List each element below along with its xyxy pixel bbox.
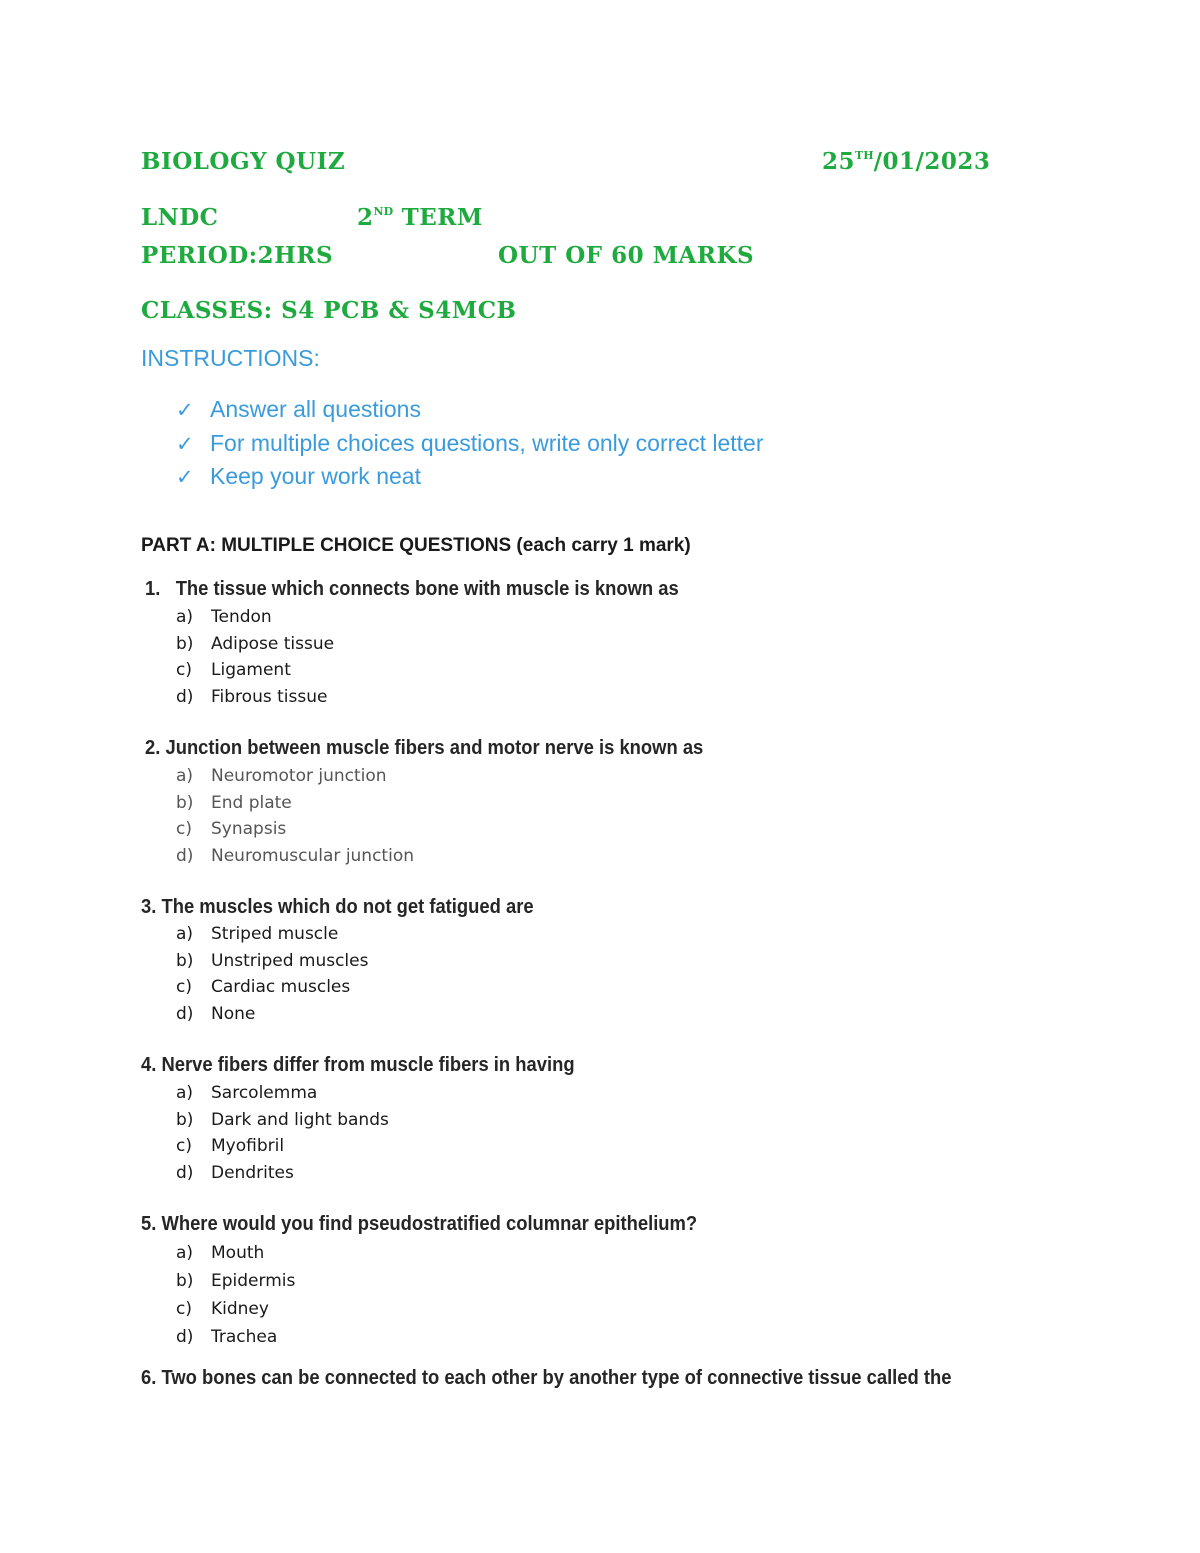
instruction-text: Keep your work neat [210,463,421,489]
option-item [176,1239,295,1267]
option-text: Dark and light bands [211,1109,389,1130]
option-item [176,604,334,631]
option-text: None [211,1003,256,1024]
option-item [176,1080,389,1107]
option-letter: c) [176,1136,192,1156]
question-text: Where would you find pseudostratified columnar epithelium? [161,1213,698,1235]
option-letter: a) [176,1083,194,1103]
option-text: Epidermis [211,1271,296,1291]
question-1 [145,578,679,601]
option-item [176,948,368,975]
option-item [176,974,368,1001]
question-2-options [176,763,414,869]
option-text: Cardiac muscles [211,977,351,997]
option-text: Synapsis [211,819,287,839]
option-item [176,1107,389,1134]
question-number: 3. [141,896,157,918]
option-letter: b) [176,950,194,971]
question-number: 5. [141,1213,157,1235]
option-item [176,631,334,658]
option-text: Trachea [211,1327,278,1347]
question-number: 1. [145,578,161,600]
option-item [176,1133,389,1160]
school-name: LNDC [141,204,219,231]
option-letter: d) [176,1003,194,1024]
instructions-list [176,394,764,495]
option-text: Neuromotor junction [211,766,387,786]
option-text: Adipose tissue [211,633,335,654]
question-3 [141,896,534,919]
question-text: Junction between muscle fibers and motor nerve is known as [165,737,704,759]
question-number: 6. [141,1367,157,1389]
option-text: Fibrous tissue [211,686,328,707]
part-a-heading: PART A: MULTIPLE CHOICE QUESTIONS (each carry 1 mark) [141,535,691,556]
option-text: Mouth [211,1243,265,1263]
question-text: Nerve fibers differ from muscle fibers in having [161,1054,575,1076]
instruction-text: For multiple choices questions, write only correct letter [210,429,764,456]
instruction-text: Answer all questions [210,396,421,422]
option-letter: a) [176,607,194,627]
option-text: Dendrites [211,1162,294,1183]
term-text: TERM [393,204,483,231]
option-text: Neuromuscular junction [211,845,414,866]
option-text: Tendon [211,607,272,627]
instruction-item [176,394,764,428]
option-item [176,843,414,870]
question-text: Two bones can be connected to each other by another type of connective tissue called the [161,1367,952,1389]
option-text: Striped muscle [211,924,339,944]
quiz-title: BIOLOGY QUIZ [141,148,346,175]
question-2 [145,737,703,760]
checkmark-icon: ✓ [176,431,194,456]
option-item [176,1295,295,1323]
option-letter: d) [176,1162,194,1183]
option-letter: b) [176,792,194,813]
date-day: 25 [822,148,856,175]
term-label [357,204,483,231]
option-item [176,1267,295,1295]
option-letter: b) [176,633,194,654]
instruction-item [176,461,764,495]
date-month-year: /01/2023 [873,148,991,175]
option-item [176,1001,368,1028]
total-marks-label: OUT OF 60 MARKS [498,242,755,269]
question-text: The muscles which do not get fatigued are [161,896,534,918]
option-item [176,684,334,711]
date-suffix: TH [855,149,874,162]
option-letter: a) [176,924,194,944]
option-item [176,921,368,948]
question-5 [141,1213,697,1236]
option-text: Myofibril [211,1136,285,1156]
option-letter: c) [176,977,192,997]
term-suffix: ND [373,205,394,218]
option-text: Ligament [211,660,291,680]
question-number: 2. [145,737,161,759]
classes-label: CLASSES: S4 PCB & S4MCB [141,297,517,324]
option-text: Sarcolemma [211,1083,318,1103]
question-1-options [176,604,334,710]
option-letter: a) [176,1243,194,1263]
term-number: 2 [357,204,374,231]
option-item [176,1323,295,1351]
option-letter: d) [176,1327,194,1347]
period-label: PERIOD:2HRS [141,242,334,269]
option-text: End plate [211,792,292,813]
option-item [176,1160,389,1187]
question-4 [141,1054,575,1077]
option-letter: d) [176,845,194,866]
option-letter: b) [176,1271,194,1291]
checkmark-icon: ✓ [176,398,194,422]
question-text: The tissue which connects bone with muscle is known as [175,578,679,600]
question-number: 4. [141,1054,157,1076]
option-text: Unstriped muscles [211,950,369,971]
option-item [176,657,334,684]
instructions-title: INSTRUCTIONS: [141,345,320,371]
option-item [176,790,414,817]
option-letter: c) [176,819,192,839]
instruction-item [176,428,764,462]
question-4-options [176,1080,389,1186]
option-item [176,816,414,843]
option-letter: c) [176,660,192,680]
option-letter: a) [176,766,194,786]
option-item [176,763,414,790]
option-letter: c) [176,1299,192,1319]
question-6 [141,1367,951,1390]
quiz-date [822,148,990,175]
option-text: Kidney [211,1299,269,1319]
question-5-options [176,1239,295,1351]
checkmark-icon: ✓ [176,465,194,489]
option-letter: d) [176,686,194,707]
question-3-options [176,921,368,1027]
option-letter: b) [176,1109,194,1130]
